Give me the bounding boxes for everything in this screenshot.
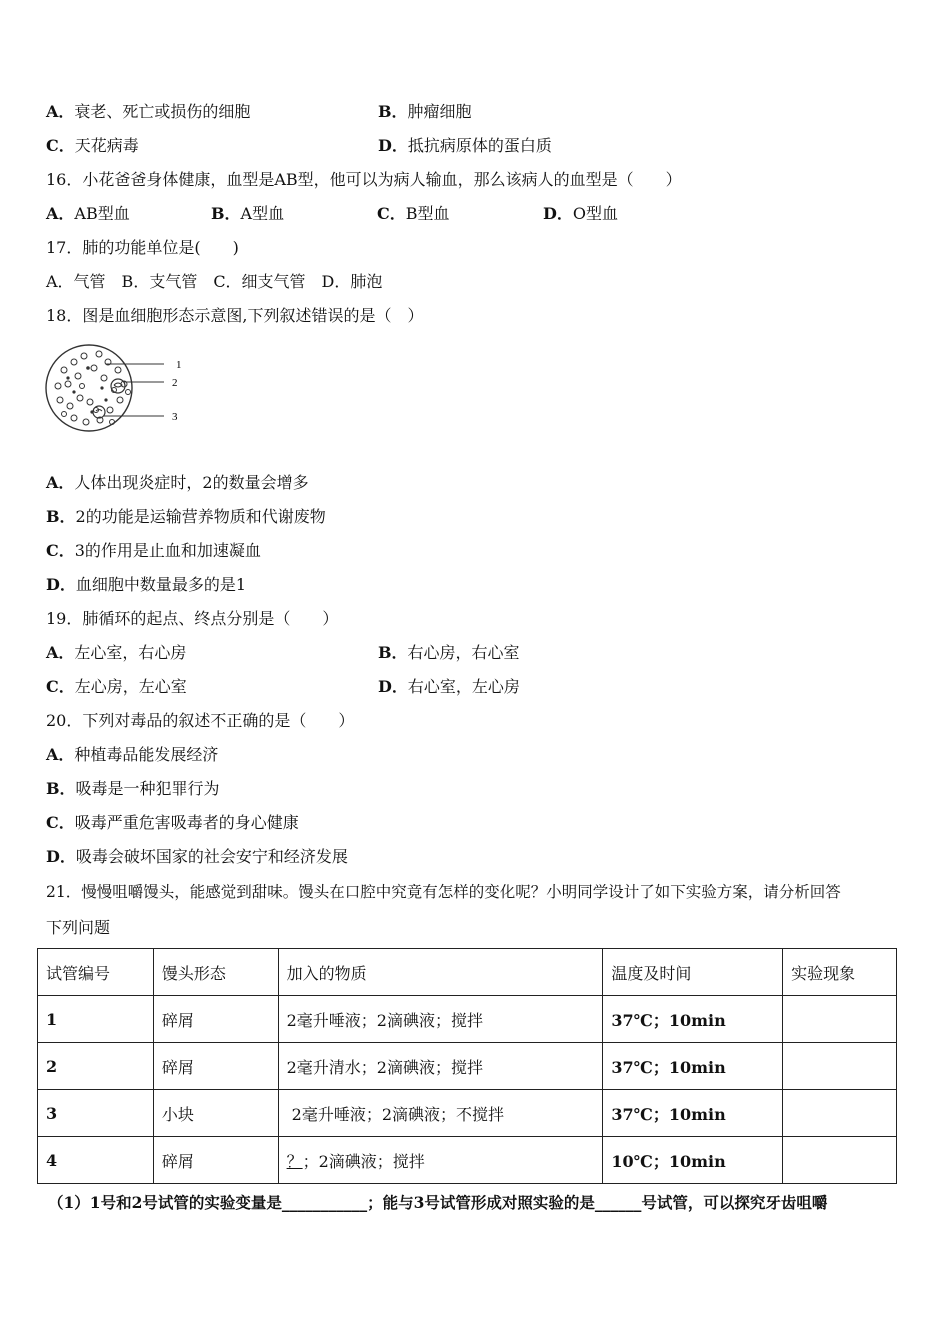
blood-cell-diagram <box>44 340 194 436</box>
tube-id: 2 <box>38 1043 154 1090</box>
result <box>783 1090 897 1137</box>
table-header: 加入的物质 <box>278 949 603 996</box>
q20-option-c: C．吸毒严重危害吸毒者的身心健康 <box>46 813 299 832</box>
result <box>783 1043 897 1090</box>
q16-stem: 16．小花爸爸身体健康，血型是AB型，他可以为病人输血，那么该病人的血型是（ ） <box>46 170 682 189</box>
temp-time: 10℃；10min <box>603 1137 783 1184</box>
figure-label-1: 1 <box>176 359 182 371</box>
figure-label-3: 3 <box>172 411 178 423</box>
substance: 2毫升清水；2滴碘液；搅拌 <box>278 1043 603 1090</box>
q15-option-a: A．衰老、死亡或损伤的细胞 <box>46 102 251 121</box>
table-row <box>38 1090 897 1137</box>
tube-id: 1 <box>38 996 154 1043</box>
q17-stem: 17．肺的功能单位是( ) <box>46 238 239 257</box>
temp-time: 37℃；10min <box>603 1043 783 1090</box>
table-header-row <box>38 949 897 996</box>
q20-option-a: A．种植毒品能发展经济 <box>46 745 219 764</box>
q17-options: A．气管 B．支气管 C．细支气管 D．肺泡 <box>46 272 383 291</box>
q18-option-d: D．血细胞中数量最多的是1 <box>46 575 247 594</box>
table-header: 温度及时间 <box>603 949 783 996</box>
q21-stem-line2: 下列问题 <box>46 918 111 937</box>
substance: 2毫升唾液；2滴碘液；不搅拌 <box>278 1090 603 1137</box>
q15-option-d: D．抵抗病原体的蛋白质 <box>378 136 552 155</box>
experiment-table <box>37 948 897 1184</box>
q19-option-b: B．右心房，右心室 <box>378 643 520 662</box>
q19-option-d: D．右心室，左心房 <box>378 677 520 696</box>
q19-option-a: A．左心室，右心房 <box>46 643 187 662</box>
q16-option-b: B．A型血 <box>211 204 285 223</box>
bread-form: 碎屑 <box>153 1043 278 1090</box>
q18-option-c: C．3的作用是止血和加速凝血 <box>46 541 261 560</box>
bread-form: 碎屑 <box>153 1137 278 1184</box>
q15-option-b: B．肿瘤细胞 <box>378 102 472 121</box>
substance: ？；2滴碘液；搅拌 <box>278 1137 603 1184</box>
q20-stem: 20．下列对毒品的叙述不正确的是（ ） <box>46 711 355 730</box>
temp-time: 37℃；10min <box>603 1090 783 1137</box>
table-row <box>38 996 897 1043</box>
q21-stem-line1: 21．慢慢咀嚼馒头，能感觉到甜味。馒头在口腔中究竟有怎样的变化呢？小明同学设计了如下实验方案，请分析回答 <box>46 883 841 901</box>
result <box>783 1137 897 1184</box>
q18-stem: 18．图是血细胞形态示意图,下列叙述错误的是（ ） <box>46 306 424 325</box>
q18-option-b: B．2的功能是运输营养物质和代谢废物 <box>46 507 326 526</box>
q19-option-c: C．左心房，左心室 <box>46 677 187 696</box>
table-header: 试管编号 <box>38 949 154 996</box>
q19-stem: 19．肺循环的起点、终点分别是（ ） <box>46 609 339 628</box>
table-header: 实验现象 <box>783 949 897 996</box>
q16-option-a: A．AB型血 <box>46 204 130 223</box>
q16-option-d: D．O型血 <box>543 204 619 223</box>
temp-time: 37℃；10min <box>603 996 783 1043</box>
table-row <box>38 1043 897 1090</box>
q20-option-d: D．吸毒会破坏国家的社会安宁和经济发展 <box>46 847 348 866</box>
q15-option-c: C．天花病毒 <box>46 136 139 155</box>
result <box>783 996 897 1043</box>
table-row <box>38 1137 897 1184</box>
substance: 2毫升唾液；2滴碘液；搅拌 <box>278 996 603 1043</box>
q18-option-a: A．人体出现炎症时，2的数量会增多 <box>46 473 309 492</box>
substance-blank: ？ <box>286 1151 303 1171</box>
tube-id: 3 <box>38 1090 154 1137</box>
bread-form: 小块 <box>153 1090 278 1137</box>
q21-sub1: （1）1号和2号试管的实验变量是___________；能与3号试管形成对照实验的是______号试管，可以探究牙齿咀嚼 <box>48 1193 828 1212</box>
figure-label-2: 2 <box>172 377 178 389</box>
q20-option-b: B．吸毒是一种犯罪行为 <box>46 779 220 798</box>
table-header: 馒头形态 <box>153 949 278 996</box>
bread-form: 碎屑 <box>153 996 278 1043</box>
q16-option-c: C．B型血 <box>377 204 450 223</box>
tube-id: 4 <box>38 1137 154 1184</box>
